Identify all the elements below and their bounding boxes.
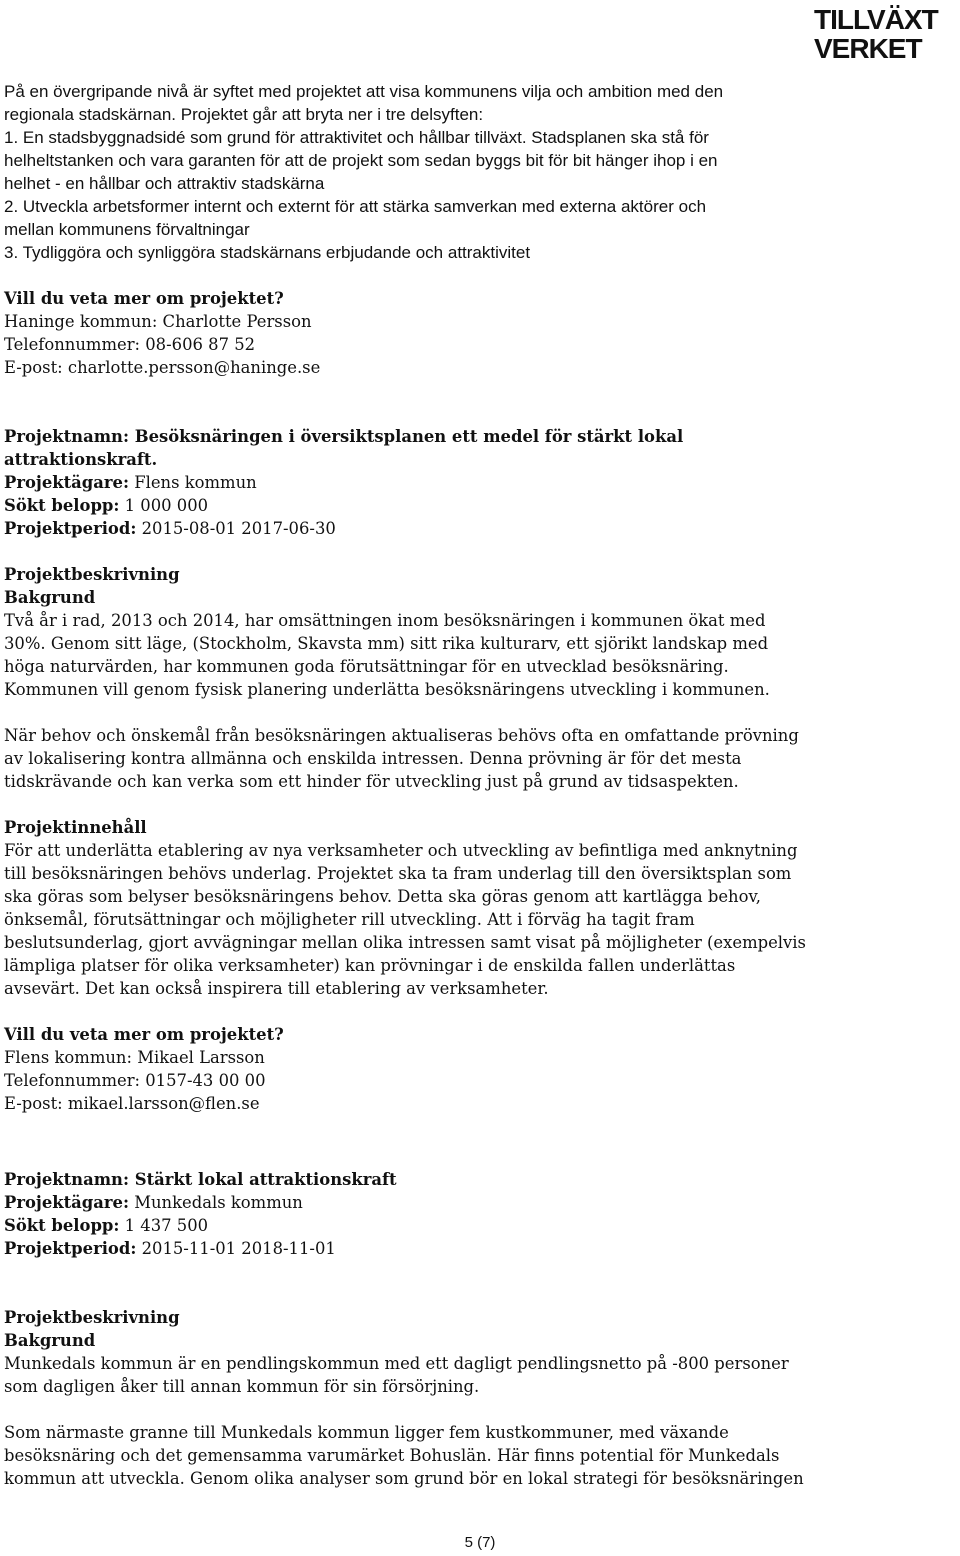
- description-heading: Projektbeskrivning: [4, 1308, 180, 1327]
- project-name-label: Projektnamn:: [4, 1170, 130, 1189]
- project-owner: [4, 1191, 954, 1214]
- body-line: önksemål, förutsättningar och möjligheter rill utveckling. Att i förväg ha tagit fram: [4, 910, 695, 929]
- contact-section-2: [4, 1023, 954, 1115]
- project-owner-label: Projektägare:: [4, 1193, 129, 1212]
- tillvaxtverket-logo: [812, 3, 958, 61]
- background-heading: Bakgrund: [4, 588, 96, 607]
- page-number: 5 (7): [464, 1534, 496, 1551]
- body-line: 30%. Genom sitt läge, (Stockholm, Skavsta mm) sitt rika kulturarv, ett sjörikt landskap med: [4, 634, 769, 653]
- body-line: av lokalisering kontra allmänna och enskilda intressen. Denna prövning är för det mesta: [4, 749, 742, 768]
- contact-email: E-post: mikael.larsson@flen.se: [4, 1094, 260, 1113]
- logo-line1: TILLVÄXT: [814, 4, 938, 35]
- logo-line2: VERKET: [814, 33, 922, 61]
- intro-line: 3. Tydliggöra och synliggöra stadskärnans erbjudande och attraktivitet: [4, 243, 531, 262]
- contact-name: Flens kommun: Mikael Larsson: [4, 1048, 265, 1067]
- intro-line: 1. En stadsbyggnadsidé som grund för attraktivitet och hållbar tillväxt. Stadsplanen ska stå för: [4, 128, 709, 147]
- project-amount: [4, 494, 954, 517]
- content-heading: Projektinnehåll: [4, 818, 147, 837]
- project-amount-label: Sökt belopp:: [4, 1216, 120, 1235]
- project-name-value: Besöksnäringen i översiktsplanen ett medel för stärkt lokal: [129, 427, 684, 446]
- background-heading: Bakgrund: [4, 1331, 96, 1350]
- body-line: besöksnäring och det gemensamma varumärket Bohuslän. Här finns potential för Munkedals: [4, 1446, 780, 1465]
- project-period-value: 2015-11-01 2018-11-01: [136, 1239, 336, 1258]
- body-line: som dagligen åker till annan kommun för sin försörjning.: [4, 1377, 480, 1396]
- document-page: [4, 80, 954, 1490]
- contact-heading: Vill du veta mer om projektet?: [4, 289, 284, 308]
- body-line: Som närmaste granne till Munkedals kommun ligger fem kustkommuner, med växande: [4, 1423, 729, 1442]
- project-name-value: Stärkt lokal attraktionskraft: [129, 1170, 397, 1189]
- body-line: Kommunen vill genom fysisk planering underlätta besöksnäringens utveckling i kommunen.: [4, 680, 770, 699]
- intro-line: helhet - en hållbar och attraktiv stadskärna: [4, 174, 325, 193]
- project-period: [4, 517, 954, 540]
- project-period-value: 2015-08-01 2017-06-30: [136, 519, 336, 538]
- body-line: Två år i rad, 2013 och 2014, har omsättningen inom besöksnäringen i kommunen ökat med: [4, 611, 766, 630]
- intro-section: [4, 80, 954, 264]
- body-line: När behov och önskemål från besöksnäringen aktualiseras behövs ofta en omfattande prövning: [4, 726, 799, 745]
- contact-phone: Telefonnummer: 0157-43 00 00: [4, 1071, 266, 1090]
- contact-name: Haninge kommun: Charlotte Persson: [4, 312, 312, 331]
- project-period-label: Projektperiod:: [4, 1239, 137, 1258]
- contact-email: E-post: charlotte.persson@haninge.se: [4, 358, 321, 377]
- description-heading: Projektbeskrivning: [4, 565, 180, 584]
- project-name: [4, 425, 954, 448]
- project-amount-value: 1 000 000: [119, 496, 209, 515]
- body-line: beslutsunderlag, gjort avvägningar mellan olika intressen samt visat på möjligheter (exempelvis: [4, 933, 806, 952]
- body-line: till besöksnäringen behövs underlag. Projektet ska ta fram underlag till den översiktsplan som: [4, 864, 792, 883]
- project-amount: [4, 1214, 954, 1237]
- project-owner-label: Projektägare:: [4, 473, 129, 492]
- project-name-label: Projektnamn:: [4, 427, 130, 446]
- body-line: För att underlätta etablering av nya verksamheter och utveckling av befintliga med anknytning: [4, 841, 798, 860]
- project-period-label: Projektperiod:: [4, 519, 137, 538]
- body-line: avsevärt. Det kan också inspirera till etablering av verksamheter.: [4, 979, 549, 998]
- body-line: tidskrävande och kan verka som ett hinder för utveckling just på grund av tidsaspekten.: [4, 772, 739, 791]
- intro-line: regionala stadskärnan. Projektet går att bryta ner i tre delsyften:: [4, 105, 484, 124]
- project-name: [4, 1168, 954, 1191]
- project-owner: [4, 471, 954, 494]
- project-owner-value: Munkedals kommun: [129, 1193, 303, 1212]
- project-name-cont: attraktionskraft.: [4, 450, 158, 469]
- body-line: kommun att utveckla. Genom olika analyser som grund bör en lokal strategi för besöksnäringen: [4, 1469, 804, 1488]
- intro-line: På en övergripande nivå är syftet med projektet att visa kommunens vilja och ambition med den: [4, 82, 724, 101]
- project-section-3: [4, 1168, 954, 1490]
- intro-line: helheltstanken och vara garanten för att de projekt som sedan byggs bit för bit hänger ihop i en: [4, 151, 718, 170]
- intro-line: 2. Utveckla arbetsformer internt och externt för att stärka samverkan med externa aktörer och: [4, 197, 707, 216]
- project-period: [4, 1237, 954, 1260]
- body-line: Munkedals kommun är en pendlingskommun med ett dagligt pendlingsnetto på -800 personer: [4, 1354, 789, 1373]
- contact-section-1: [4, 287, 954, 379]
- project-amount-label: Sökt belopp:: [4, 496, 120, 515]
- project-owner-value: Flens kommun: [129, 473, 257, 492]
- body-line: höga naturvärden, har kommunen goda förutsättningar för en utvecklad besöksnäring.: [4, 657, 729, 676]
- body-line: lämpliga platser för olika verksamheter) kan prövningar i de enskilda fallen underlättas: [4, 956, 736, 975]
- project-amount-value: 1 437 500: [119, 1216, 209, 1235]
- body-line: ska göras som belyser besöksnäringens behov. Detta ska göras genom att kartlägga behov,: [4, 887, 761, 906]
- contact-heading: Vill du veta mer om projektet?: [4, 1025, 284, 1044]
- intro-line: mellan kommunens förvaltningar: [4, 220, 250, 239]
- contact-phone: Telefonnummer: 08-606 87 52: [4, 335, 256, 354]
- project-section-2: [4, 425, 954, 1000]
